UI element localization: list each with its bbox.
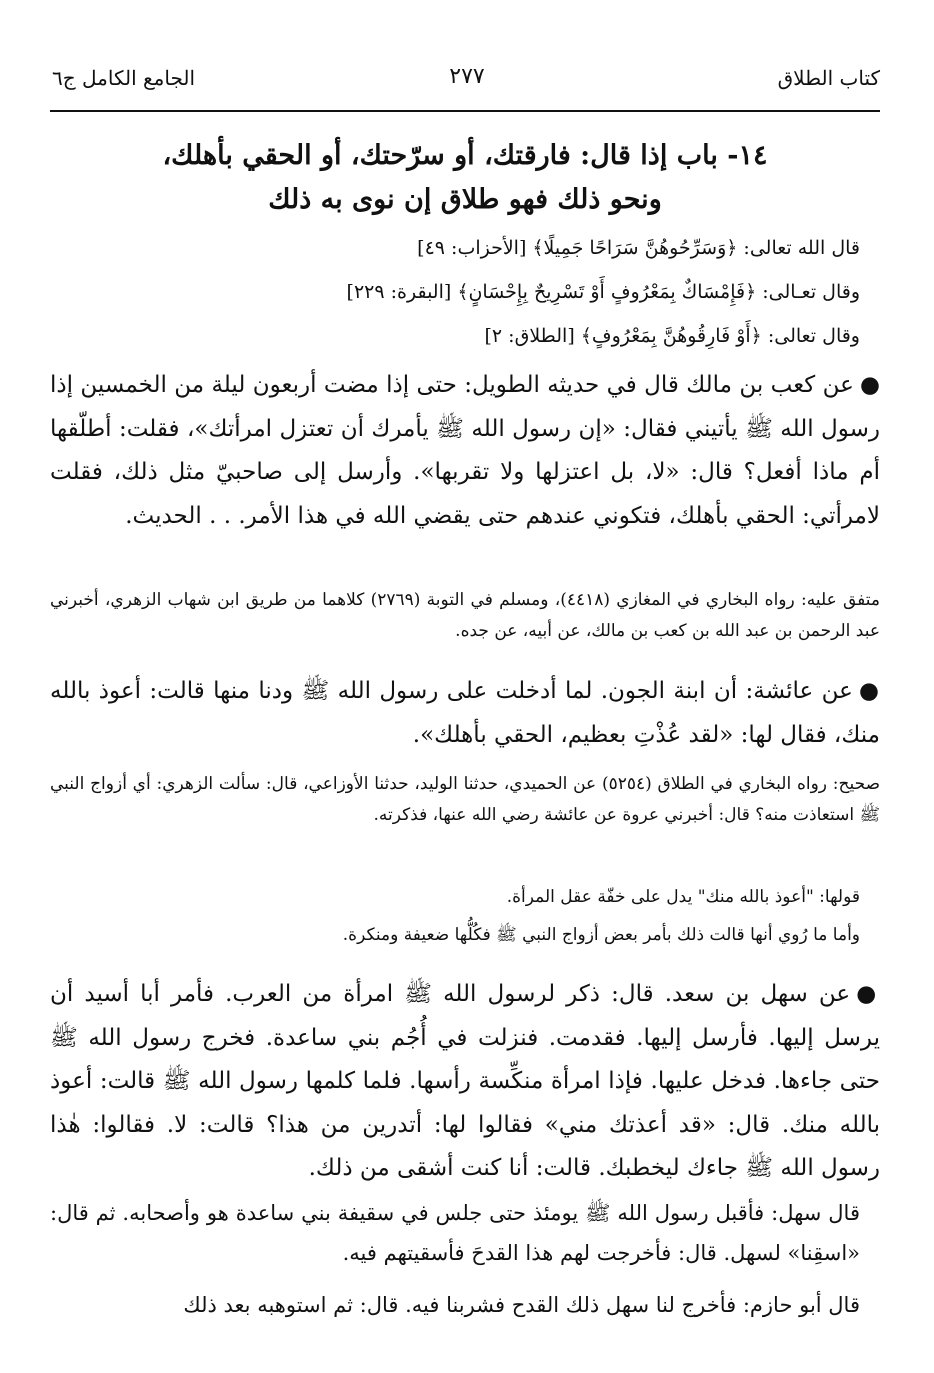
commentary-line: وأما ما رُوي أنها قالت ذلك بأمر بعض أزواج النبي ﷺ فكُلُّها ضعيفة ومنكرة. [342, 925, 860, 945]
hadith-text: عن كعب بن مالك قال في حديثه الطويل: حتى إذا مضت أربعون ليلة من الخمسين إذا رسول الله ﷺ يأتيني فقال: «إن رسول الله ﷺ يأمرك أن تعتزل امرأتك»، فقلت: أطلّقها أم ماذا أفعل؟ قال: «لا، بل اعتزلها ولا تقربها». وأرسل إلى صاحبيّ مثل ذلك، فقلت لامرأتي: الحقي بأهلك، فتكوني عندهم حتى يقضي الله في هذا الأمر. . . الحديث. [50, 372, 880, 529]
hadith-sahl-continuation [50, 1193, 860, 1273]
verse-line: وقال تعالى: ﴿أَوْ فَارِقُوهُنَّ بِمَعْرُوفٍ﴾ [الطلاق: ٢] [484, 325, 860, 347]
takhrij-note-aisha [50, 769, 880, 831]
hadith-sahl [50, 972, 880, 1191]
header-rule [50, 110, 880, 112]
bullet-marker: ● [859, 371, 880, 398]
running-header-volume: الجامع الكامل ج٦ [52, 66, 196, 90]
commentary-aisha [50, 878, 860, 954]
paragraph: قال سهل: فأقبل رسول الله ﷺ يومئذ حتى جلس في سقيفة بني ساعدة هو وأصحابه. ثم قال: «اسقِنا» لسهل. قال: فأخرجت لهم هذا القدحَ فأسقيتهم فيه. [50, 1201, 860, 1265]
commentary-line: قولها: "أعوذ بالله منك" يدل على خفّة عقل المرأة. [506, 887, 860, 907]
hadith-kaab [50, 363, 880, 538]
chapter-heading [50, 134, 880, 222]
quran-verses [50, 226, 860, 358]
hadith-text: عن سهل بن سعد. قال: ذكر لرسول الله ﷺ امرأة من العرب. فأمر أبا أسيد أن يرسل إليها. فأرسل إليها. فقدمت. فنزلت في أُجُم بني ساعدة. فخرج رسول الله ﷺ حتى جاءها. فدخل عليها. فإذا امرأة منكِّسة رأسها. فلما كلمها رسول الله ﷺ قالت: أعوذ بالله منك. قال: «قد أعذتك مني» فقالوا لها: أتدرين من هذا؟ قالت: لا. فقالوا: هٰذا رسول الله ﷺ جاءك ليخطبك. قالت: أنا كنت أشقى من ذلك. [50, 981, 880, 1181]
page-number: ٢٧٧ [449, 64, 485, 89]
takhrij-text: متفق عليه: رواه البخاري في المغازي (٤٤١٨)، ومسلم في التوبة (٢٧٦٩) كلاهما من طريق ابن شهاب الزهري، أخبرني عبد الرحمن بن عبد الله بن كعب بن مالك، عن أبيه، عن جده. [50, 590, 880, 641]
takhrij-note-kaab [50, 585, 880, 647]
chapter-heading-line2: ونحو ذلك فهو طلاق إن نوى به ذلك [268, 184, 662, 215]
chapter-heading-line1: ١٤- باب إذا قال: فارقتك، أو سرّحتك، أو الحقي بأهلك، [162, 140, 768, 171]
bullet-marker: ● [858, 677, 880, 704]
hadith-sahl-abu-hazim [50, 1285, 860, 1325]
paragraph: قال أبو حازم: فأخرج لنا سهل ذلك القدح فشربنا فيه. قال: ثم استوهبه بعد ذلك [183, 1293, 860, 1317]
bullet-marker: ● [856, 980, 881, 1007]
hadith-aisha [50, 669, 880, 757]
takhrij-text: صحيح: رواه البخاري في الطلاق (٥٢٥٤) عن الحميدي، حدثنا الوليد، حدثنا الأوزاعي، قال: سألت الزهري: أي أزواج النبي ﷺ استعاذت منه؟ قال: أخبرني عروة عن عائشة رضي الله عنها، فذكرته. [50, 774, 880, 825]
verse-line: وقال تعـالى: ﴿فَإِمْسَاكٌ بِمَعْرُوفٍ أَوْ تَسْرِيحٌ بِإِحْسَانٍ﴾ [البقرة: ٢٢٩] [346, 281, 860, 303]
running-header-book-title: كتاب الطلاق [777, 66, 880, 90]
hadith-text: عن عائشة: أن ابنة الجون. لما أدخلت على رسول الله ﷺ ودنا منها قالت: أعوذ بالله منك، فقال لها: «لقد عُذْتِ بعظيم، الحقي بأهلك». [50, 678, 880, 748]
verse-line: قال الله تعالى: ﴿وَسَرِّحُوهُنَّ سَرَاحًا جَمِيلًا﴾ [الأحزاب: ٤٩] [417, 237, 860, 259]
